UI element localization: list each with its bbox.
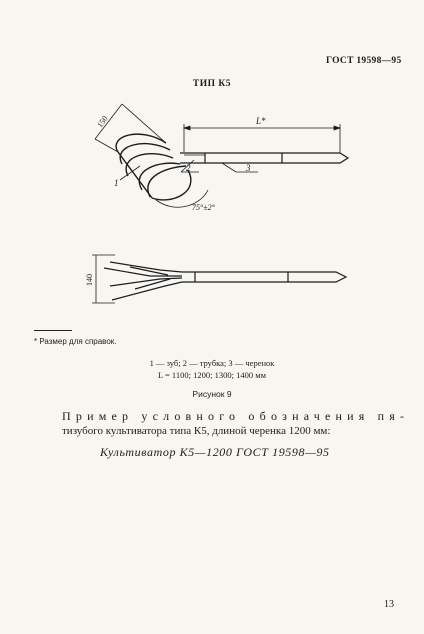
example-designation: Культиватор К5—1200 ГОСТ 19598—95 — [100, 445, 330, 459]
figure-type-title: ТИП К5 — [192, 79, 232, 89]
standard-number: ГОСТ 19598—95 — [326, 56, 402, 66]
example-title: Пример условного обозначения пя- — [62, 409, 410, 423]
dim-width-label: 150 — [95, 114, 110, 130]
callout-1: 1 — [114, 178, 119, 188]
handle-top-view — [180, 153, 348, 163]
callout-3: 3 — [246, 163, 251, 173]
dim-length-label: L* — [256, 116, 266, 126]
page-number: 13 — [384, 599, 394, 610]
figure-caption: Рисунок 9 — [192, 389, 232, 399]
legend-lengths: L = 1100; 1200; 1300; 1400 мм — [158, 370, 266, 380]
legend-parts: 1 — зуб; 2 — трубка; 3 — черенок — [149, 358, 275, 368]
footnote-rule — [34, 330, 72, 331]
dim-angle-label: 75°±2° — [192, 203, 215, 212]
side-view — [104, 262, 346, 300]
dim-height-label: 140 — [85, 274, 94, 286]
example-text: тизубого культиватора типа К5, длиной черенка 1200 мм: — [62, 425, 331, 437]
footnote: * Размер для справок. — [34, 337, 117, 346]
tines-top-view — [116, 134, 191, 200]
dimension-length — [184, 124, 340, 153]
callout-2: 2 — [186, 163, 191, 173]
